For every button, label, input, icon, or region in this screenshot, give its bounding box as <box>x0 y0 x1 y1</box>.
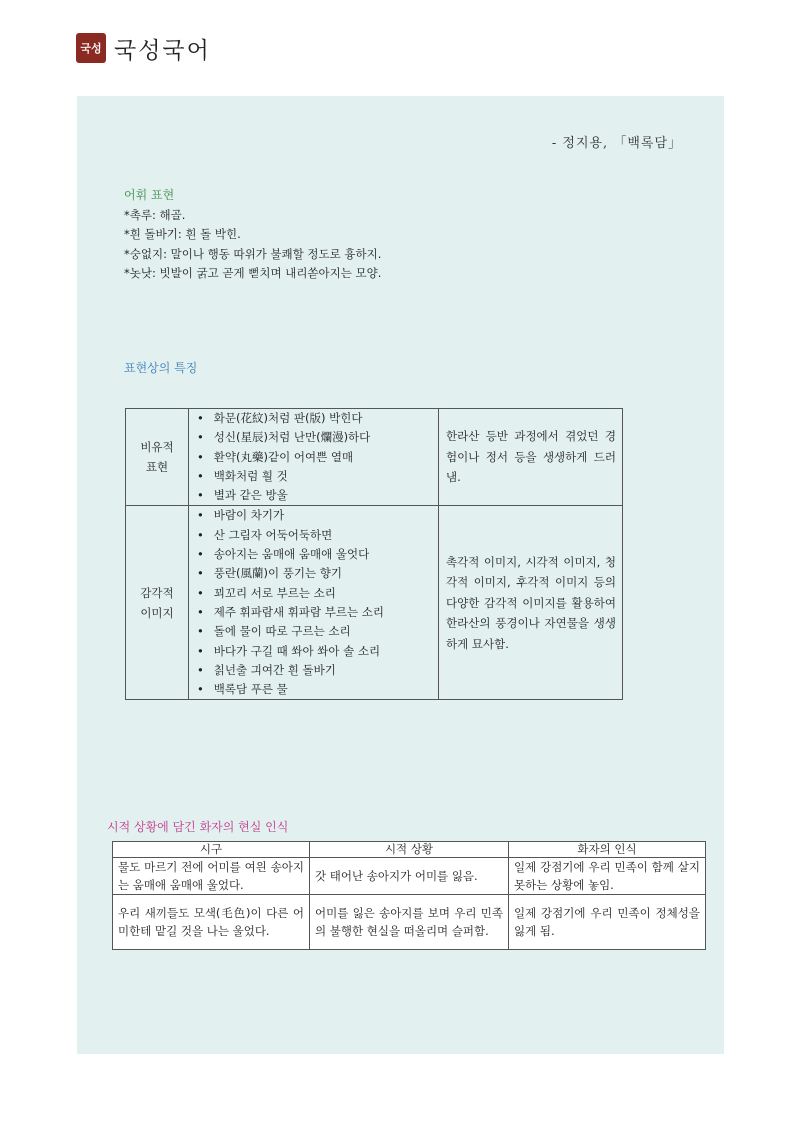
vocab-section <box>124 186 381 284</box>
vocab-item: *놋낫: 빗발이 굵고 곧게 뻗치며 내리쏟아지는 모양. <box>124 266 382 280</box>
vocab-item: *촉루: 해골. <box>124 207 186 222</box>
example-item: • 바다가 구길 때 쏴아 쏴아 솔 소리 <box>197 642 438 661</box>
category-line: 이미지 <box>140 605 174 620</box>
situation-cell: 어미를 잃은 송아지를 보며 우리 민족의 불행한 현실을 떠올리며 슬퍼함. <box>310 895 509 950</box>
features-table <box>125 408 623 700</box>
table-row <box>113 895 706 950</box>
content-panel <box>77 96 724 1054</box>
situation-table <box>112 841 706 950</box>
example-item: • 화문(花紋)처럼 판(版) 박힌다 <box>197 409 438 428</box>
example-item: • 산 그림자 어둑어둑하면 <box>197 526 438 545</box>
category-line: 표현 <box>145 460 169 475</box>
example-item: • 풍란(風蘭)이 풍기는 향기 <box>197 564 438 583</box>
poem-source: - 정지용, 「백록담」 <box>551 136 682 151</box>
example-item: • 꾀꼬리 서로 부르는 소리 <box>197 584 438 603</box>
features-category <box>126 409 189 506</box>
column-header-situation: 시적 상황 <box>310 842 509 858</box>
column-header-verse: 시구 <box>113 842 310 858</box>
category-line: 비유적 <box>140 440 174 455</box>
perception-cell: 일제 강점기에 우리 민족이 정체성을 잃게 됨. <box>509 895 706 950</box>
features-description: 촉각적 이미지, 시각적 이미지, 청각적 이미지, 후각적 이미지 등의 다양한 감각적 이미지를 활용하여 한라산의 풍경이나 자연물을 생생하게 묘사함. <box>439 506 623 700</box>
features-row-sensory <box>126 506 623 700</box>
verse-cell: 우리 새끼들도 모색(毛色)이 다른 어미한테 맡길 것을 나는 울었다. <box>113 895 310 950</box>
example-item: • 백화처럼 흴 것 <box>197 467 438 486</box>
example-item: • 제주 휘파람새 휘파람 부르는 소리 <box>197 603 438 622</box>
example-item: • 송아지는 움매애 움매애 울엇다 <box>197 545 438 564</box>
example-item: • 성신(星辰)처럼 난만(爛漫)하다 <box>197 428 438 447</box>
brand-logo <box>76 30 211 66</box>
features-examples <box>189 506 439 700</box>
situation-header-row <box>113 842 706 858</box>
example-item: • 별과 같은 방울 <box>197 486 438 505</box>
example-item: • 백록담 푸른 물 <box>197 680 438 699</box>
example-item: • 환약(丸藥)같이 어여쁜 열매 <box>197 448 438 467</box>
vocab-item: *숭없지: 말이나 행동 따위가 불쾌할 정도로 흉하지. <box>124 246 382 261</box>
situation-title: 시적 상황에 담긴 화자의 현실 인식 <box>107 820 289 834</box>
category-line: 감각적 <box>140 585 174 600</box>
features-row-metaphor <box>126 409 623 506</box>
situation-cell: 갓 태어난 송아지가 어미를 잃음. <box>310 858 509 895</box>
vocab-title: 어휘 표현 <box>124 188 175 202</box>
brand-name: 국성국어 <box>114 37 211 64</box>
table-row <box>113 858 706 895</box>
column-header-perception: 화자의 인식 <box>509 842 706 858</box>
logo-mark-icon: 국성 <box>76 33 106 63</box>
features-title: 표현상의 특징 <box>124 361 198 375</box>
verse-cell: 물도 마르기 전에 어미를 여읜 송아지는 움매애 움매애 울었다. <box>113 858 310 895</box>
vocab-item: *흰 돌바기: 흰 돌 박힌. <box>124 227 241 241</box>
perception-cell: 일제 강점기에 우리 민족이 함께 살지 못하는 상황에 놓임. <box>509 858 706 895</box>
example-item: • 돌에 물이 따로 구르는 소리 <box>197 622 438 641</box>
features-examples <box>189 409 439 506</box>
features-description: 한라산 등반 과정에서 겪었던 경험이나 정서 등을 생생하게 드러냄. <box>439 409 623 506</box>
example-item: • 칡넌출 긔여간 흰 돌바기 <box>197 661 438 680</box>
example-item: • 바람이 차기가 <box>197 506 438 525</box>
features-category <box>126 506 189 700</box>
